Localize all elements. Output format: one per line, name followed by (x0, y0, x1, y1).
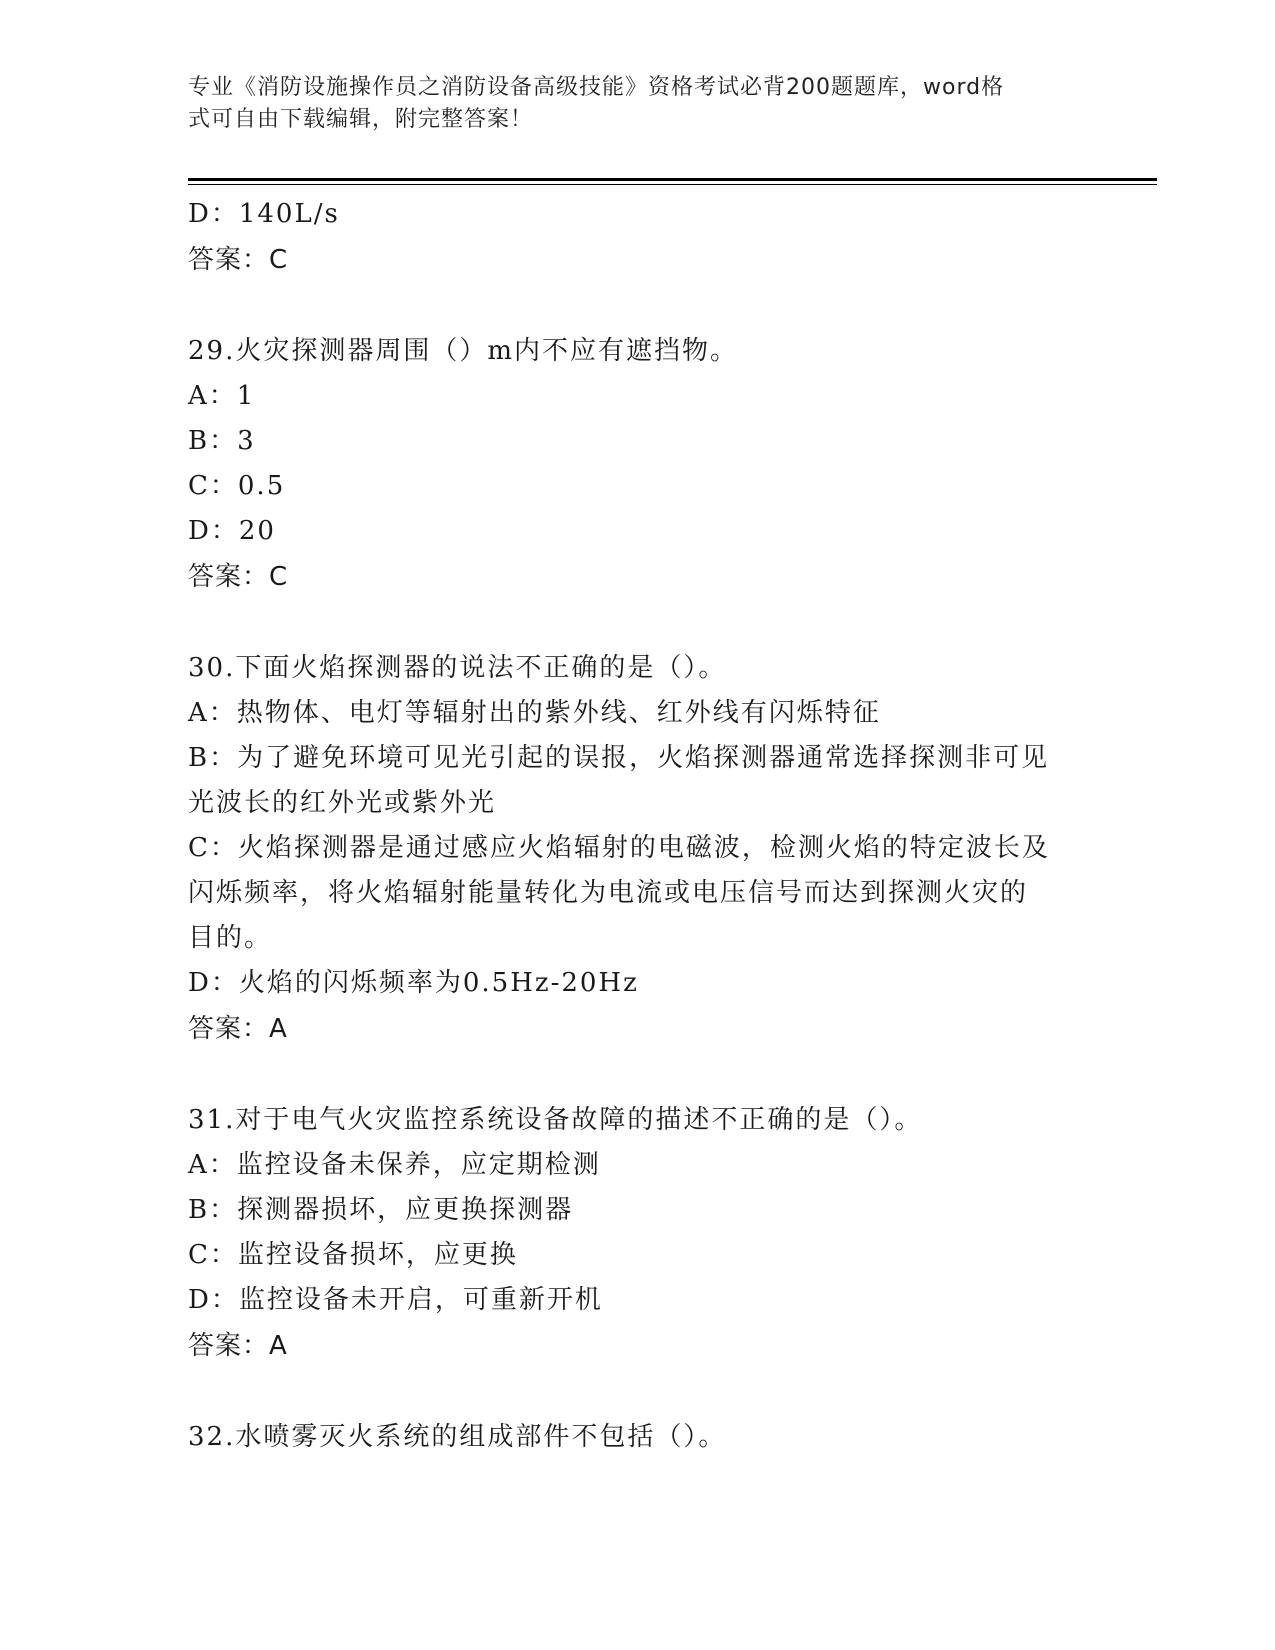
option-b: B：探测器损坏，应更换探测器 (188, 1195, 574, 1225)
answer-line: 答案：C (188, 245, 289, 275)
header-line-1: 专业《消防设施操作员之消防设备高级技能》资格考试必背200题题库，word格 (188, 75, 1005, 100)
option-a: A：监控设备未保养，应定期检测 (188, 1150, 601, 1180)
option-b: B：3 (188, 426, 256, 456)
question-list (188, 192, 1088, 1460)
option-b-line-1: B：为了避免环境可见光引起的误报，火焰探测器通常选择探测非可见 (188, 743, 1050, 773)
header-line-2: 式可自由下载编辑，附完整答案！ (188, 107, 534, 132)
question-stem: 31.对于电气火灾监控系统设备故障的描述不正确的是（）。 (188, 1105, 923, 1135)
option-b-line-2: 光波长的红外光或紫外光 (188, 788, 497, 818)
question-28-tail (188, 192, 1088, 283)
answer-line: 答案：A (188, 1331, 288, 1361)
option-c-line-3: 目的。 (188, 923, 273, 953)
option-c-line-1: C：火焰探测器是通过感应火焰辐射的电磁波，检测火焰的特定波长及 (188, 833, 1050, 863)
question-31 (188, 1098, 1088, 1369)
question-30 (188, 646, 1088, 1052)
option-d: D：140L/s (188, 199, 340, 229)
question-stem: 32.水喷雾灭火系统的组成部件不包括（）。 (188, 1422, 727, 1452)
question-stem: 30.下面火焰探测器的说法不正确的是（）。 (188, 653, 727, 683)
option-c-line-2: 闪烁频率，将火焰辐射能量转化为电流或电压信号而达到探测火灾的 (188, 878, 1029, 908)
option-a: A：1 (188, 381, 256, 411)
question-29 (188, 329, 1088, 600)
option-c: C：监控设备损坏，应更换 (188, 1240, 518, 1270)
answer-line: 答案：C (188, 562, 289, 592)
question-stem: 29.火灾探测器周围（）m内不应有遮挡物。 (188, 336, 739, 366)
question-32 (188, 1415, 1088, 1460)
option-a: A：热物体、电灯等辐射出的紫外线、红外线有闪烁特征 (188, 698, 881, 728)
option-d: D：火焰的闪烁频率为0.5Hz-20Hz (188, 968, 639, 998)
option-d: D：监控设备未开启，可重新开机 (188, 1285, 603, 1315)
option-c: C：0.5 (188, 471, 286, 501)
document-header (188, 72, 1068, 136)
header-rule-thin (188, 184, 1157, 185)
header-rule-thick (188, 178, 1157, 181)
option-d: D：20 (188, 516, 276, 546)
answer-line: 答案：A (188, 1014, 288, 1044)
